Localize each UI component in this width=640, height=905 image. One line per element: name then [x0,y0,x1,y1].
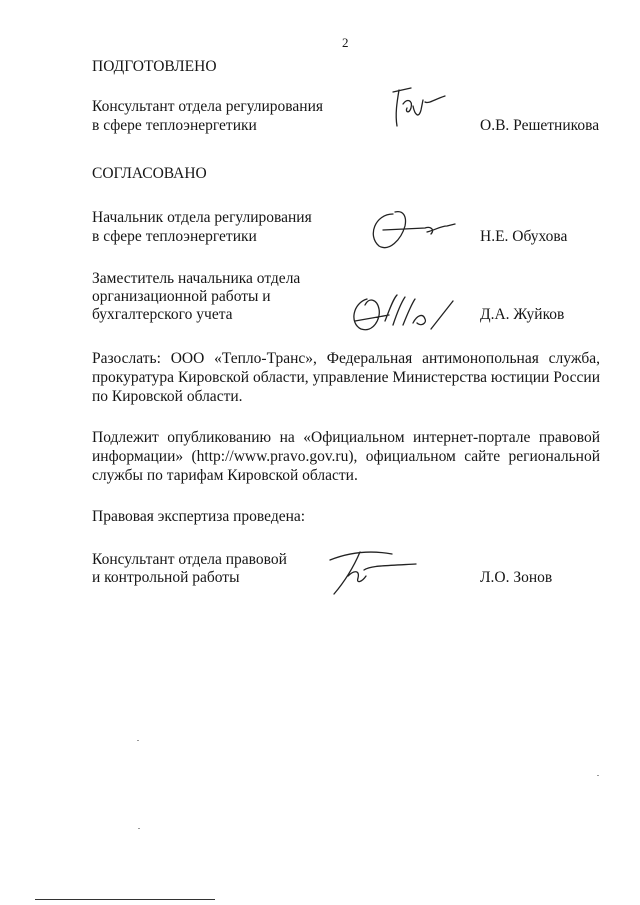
prepared-heading: ПОДГОТОВЛЕНО [92,58,217,75]
page-number: 2 [342,35,349,50]
agreed-sign2-line3: бухгалтерского учета [92,306,233,323]
agreed-sign2-name: Д.А. Жуйков [480,306,565,323]
agreed-sign1-name: Н.Е. Обухова [480,228,568,245]
prepared-position-line1: Консультант отдела регулирования [92,98,324,115]
legal-name: Л.О. Зонов [480,569,553,586]
signature-zonov [320,540,420,600]
scan-speck [138,828,140,829]
agreed-heading: СОГЛАСОВАНО [92,165,207,182]
signature-zhuikov [345,285,470,340]
agreed-sign2-line1: Заместитель начальника отдела [92,270,301,287]
signature-obukhova [365,200,460,255]
scan-speck [137,740,139,741]
legal-review-text: Правовая экспертиза проведена: [92,508,306,525]
scan-speck [597,775,599,776]
prepared-name: О.В. Решетникова [480,117,600,134]
publication-paragraph: Подлежит опубликованию на «Официальном интернет-портале правовой информации» (http://www.pravo.gov.ru), официальном сайте региональной службы по тарифам Кировской области. [92,429,600,484]
prepared-position-line2: в сфере теплоэнергетики [92,117,257,134]
agreed-sign1-line1: Начальник отдела регулирования [92,209,312,226]
legal-position-line1: Консультант отдела правовой [92,551,287,568]
distribution-paragraph: Разослать: ООО «Тепло-Транс», Федеральная антимонопольная служба, прокуратура Кировской области, управление Министерства юстиции России по Кировской области. [92,350,600,405]
agreed-sign1-line2: в сфере теплоэнергетики [92,228,257,245]
bottom-rule [35,899,215,900]
agreed-sign2-line2: организационной работы и [92,288,271,305]
signature-reshetnikova [385,82,455,132]
legal-position-line2: и контрольной работы [92,569,240,586]
